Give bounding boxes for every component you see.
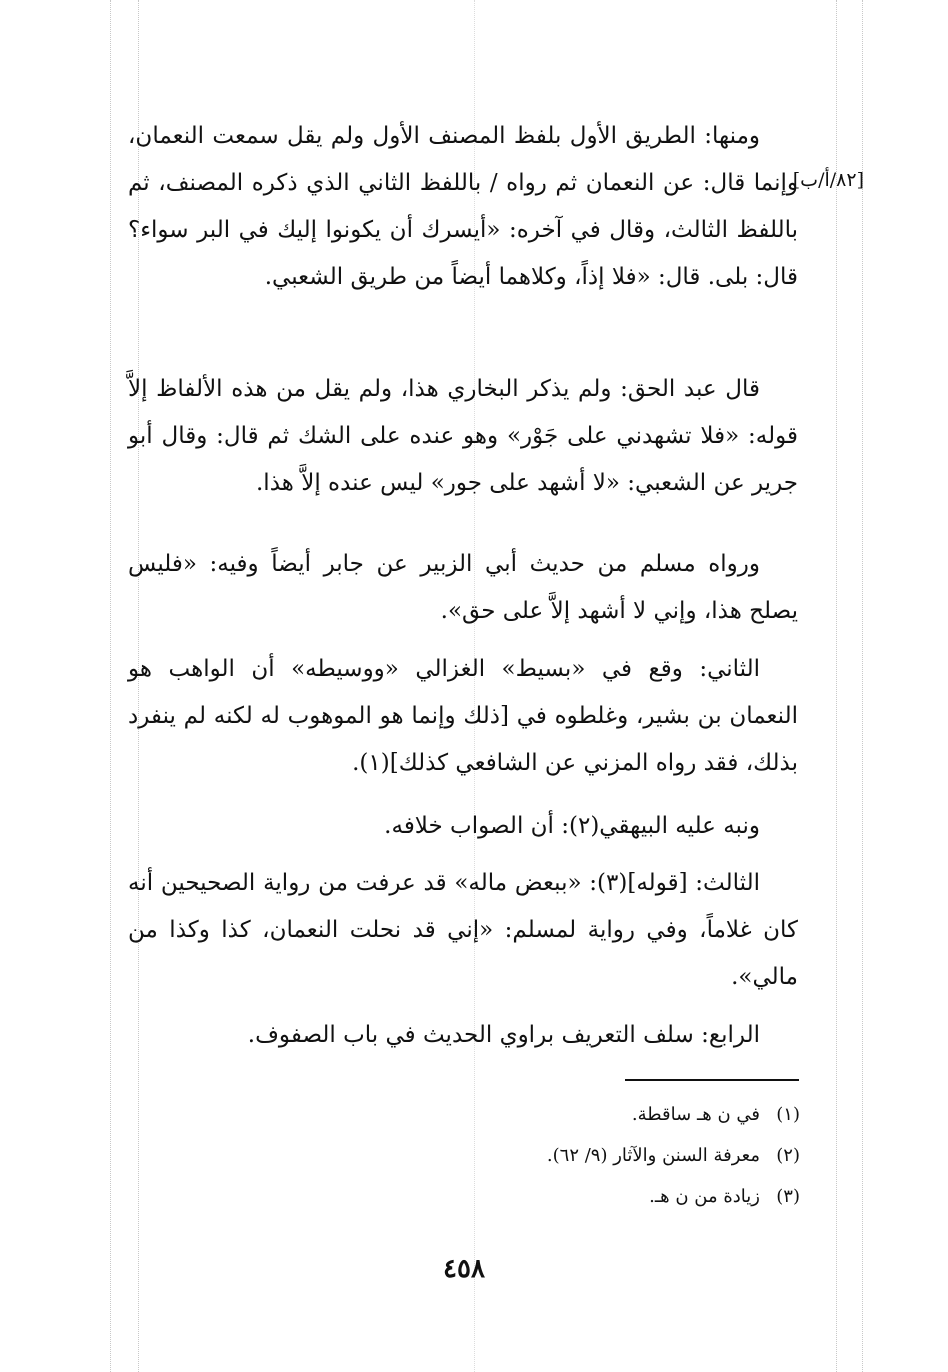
footnotes <box>400 1094 800 1217</box>
body-paragraph-7 <box>128 1012 798 1059</box>
footnote-separator <box>625 1079 799 1081</box>
paragraph-text: ومنها: الطريق الأول بلفظ المصنف الأول ولم يقل سمعت النعمان، وإنما قال: عن النعمان ثم رواه / باللفظ الثاني الذي ذكره المصنف، ثم باللفظ الثالث، وقال في آخره: «أيسرك أن يكونوا إليك في البر سواء؟ قال: بلى. قال: «فلا إذاً، وكلاهما أيضاً من طريق الشعبي. <box>128 123 798 290</box>
body-paragraph-5 <box>128 803 798 850</box>
footnote-item <box>400 1135 800 1176</box>
body-paragraph-6 <box>128 860 798 1001</box>
paragraph-text: الثاني: وقع في «بسيط» الغزالي «ووسيطه» أن الواهب هو النعمان بن بشير، وغلطوه في [ذلك وإنما هو الموهوب له لكنه لم ينفرد بذلك، فقد رواه المزني عن الشافعي كذلك](١). <box>128 656 798 776</box>
page-guide-line <box>836 0 837 1372</box>
footnote-item <box>400 1094 800 1135</box>
page-guide-line <box>110 0 111 1372</box>
paragraph-text: الثالث: [قوله](٣): «ببعض ماله» قد عرفت من رواية الصحيحين أنه كان غلاماً، وفي رواية لمسلم: «إني قد نحلت النعمان، كذا وكذا من مالي». <box>128 870 799 990</box>
margin-manuscript-reference: [٨٢/أ/ب] <box>792 169 864 191</box>
paragraph-text: ورواه مسلم من حديث أبي الزبير عن جابر أيضاً وفيه: «فليس يصلح هذا، وإني لا أشهد إلاَّ على حق». <box>128 551 798 624</box>
footnote-number: (٣) <box>776 1186 800 1207</box>
footnote-number: (١) <box>776 1104 800 1125</box>
paragraph-text: قال عبد الحق: ولم يذكر البخاري هذا، ولم يقل من هذه الألفاظ إلاَّ قوله: «فلا تشهدني على جَوْر» وهو عنده على الشك ثم قال: وقال أبو جرير عن الشعبي: «لا أشهد على جور» ليس عنده إلاَّ هذا. <box>128 376 798 496</box>
body-paragraph-2 <box>128 366 798 507</box>
footnote-text: في ن هـ ساقطة. <box>631 1104 760 1125</box>
footnote-number: (٢) <box>776 1145 800 1166</box>
body-paragraph-1 <box>128 113 798 301</box>
body-paragraph-4 <box>128 646 798 787</box>
page-guide-line <box>862 0 863 1372</box>
paragraph-text: ونبه عليه البيهقي(٢): أن الصواب خلافه. <box>384 813 760 839</box>
page-number: ٤٥٨ <box>443 1254 485 1284</box>
paragraph-text: الرابع: سلف التعريف براوي الحديث في باب الصفوف. <box>247 1022 760 1048</box>
footnote-text: زيادة من ن هـ. <box>649 1186 760 1207</box>
footnote-text: معرفة السنن والآثار (٩/ ٦٢). <box>546 1145 760 1166</box>
body-paragraph-3 <box>128 541 798 635</box>
footnote-item <box>400 1176 800 1217</box>
